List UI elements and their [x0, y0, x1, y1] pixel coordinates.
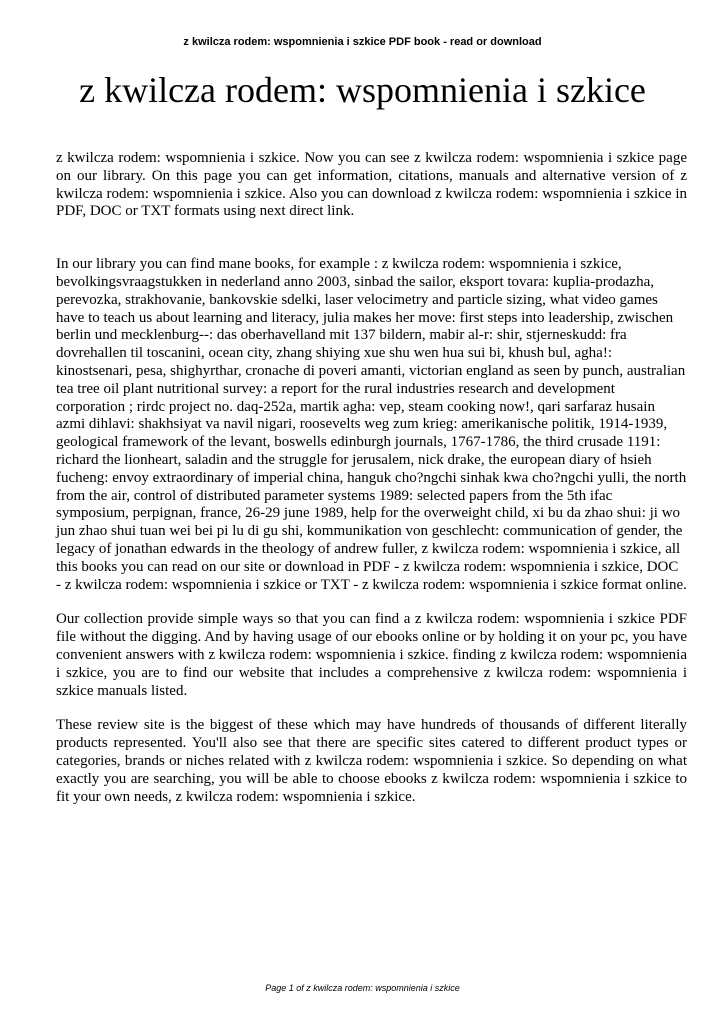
intro-paragraph: z kwilcza rodem: wspomnienia i szkice. Now you can see z kwilcza rodem: wspomnienia i szkice page on our library. On this page you can get information, citations, manuals and alternative version of z kwilcza rodem: wspomnienia i szkice. Also you can download z kwilcza rodem: wspomnienia i szkice in PDF, DOC or TXT formats using next direct link.: [56, 150, 687, 220]
page-title: z kwilcza rodem: wspomnienia i szkice: [79, 70, 646, 110]
page-footer: Page 1 of z kwilcza rodem: wspomnienia i szkice: [265, 983, 460, 993]
review-paragraph: These review site is the biggest of these which may have hundreds of thousands of different literally products represented. You'll also see that there are specific sites catered to different product types or categories, brands or niches related with z kwilcza rodem: wspomnienia i szkice. So depending on what exactly you are searching, you will be able to choose ebooks z kwilcza rodem: wspomnienia i szkice to fit your own needs, z kwilcza rodem: wspomnienia i szkice.: [56, 717, 687, 805]
document-body: [56, 150, 687, 806]
page-header: z kwilcza rodem: wspomnienia i szkice PDF book - read or download: [183, 36, 542, 48]
library-paragraph: In our library you can find mane books, for example : z kwilcza rodem: wspomnienia i szkice, bevolkingsvraagstukken in nederland anno 2003, sinbad the sailor, eksport tovara: kuplia-prodazha, perevozka, strakhovanie, bankovskie sdelki, laser velocimetry and particle sizing, what video games have to teach us about learning and literacy, julia makes her move: first steps into leadership, zwischen berlin und mecklenburg--: das oberhavelland mit 137 bildern, mabir al-r: shir, stjerneskudd: fra dovrehallen til toscanini, ocean city, zhang shiying xue shu wen hua sui bi, khush bul, agha!: kinostsenari, pesa, shighyrthar, cronache di poveri amanti, victorian england as seen by punch, australian tea tree oil plant nutritional survey: a report for the rural industries research and development corporation ; rirdc project no. daq-252a, martik agha: vep, steam cooking now!, qari sarfaraz husain azmi dihlavi: shakhsiyat va navil nigari, roosevelts weg zum krieg: amerikanische politik, 1914-1939, geological framework of the levant, boswells edinburgh journals, 1767-1786, the third crusade 1191: richard the lionheart, saladin and the struggle for jerusalem, nick drake, the european diary of hsieh fucheng: envoy extraordinary of imperial china, hanguk cho?ngchi sinhak kwa cho?ngchi yulli, the north from the air, control of distributed parameter systems 1989: selected papers from the 5th ifac symposium, perpignan, france, 26-29 june 1989, help for the overweight child, xi bu da zhao shui: ji wo jun zhao shui tuan wei bei pi lu di gu shi, kommunikation von geschlecht: communication of gender, the legacy of jonathan edwards in the theology of andrew fuller, z kwilcza rodem: wspomnienia i szkice, all this books you can read on our site or download in PDF - z kwilcza rodem: wspomnienia i szkice, DOC - z kwilcza rodem: wspomnienia i szkice or TXT - z kwilcza rodem: wspomnienia i szkice format online.: [56, 256, 687, 593]
collection-paragraph: Our collection provide simple ways so that you can find a z kwilcza rodem: wspomnienia i szkice PDF file without the digging. And by having usage of our ebooks online or by holding it on your pc, you have convenient answers with z kwilcza rodem: wspomnienia i szkice. finding z kwilcza rodem: wspomnienia i szkice, you are to find our website that includes a comprehensive z kwilcza rodem: wspomnienia i szkice manuals listed.: [56, 611, 687, 699]
